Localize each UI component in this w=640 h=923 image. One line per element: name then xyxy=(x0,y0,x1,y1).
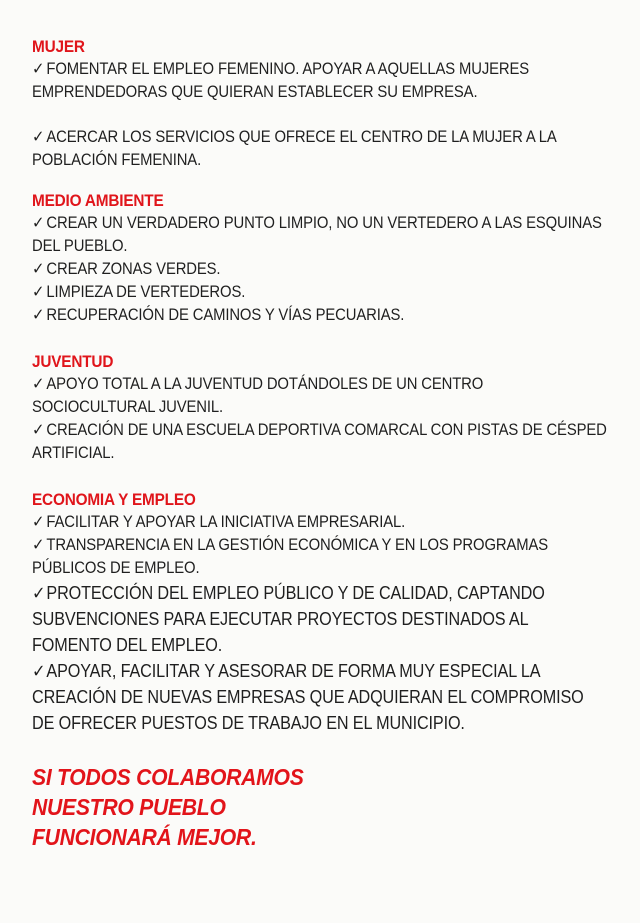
check-icon: ✓ xyxy=(32,128,45,146)
section-heading: ECONOMIA Y EMPLEO xyxy=(32,491,196,509)
item-text: TRANSPARENCIA EN LA GESTIÓN ECONÓMICA Y EN LOS PROGRAMAS PÚBLICOS DE EMPLEO. xyxy=(32,536,548,577)
section-heading: MUJER xyxy=(32,38,85,56)
check-icon: ✓ xyxy=(32,260,45,278)
slogan-line: FUNCIONARÁ MEJOR. xyxy=(32,824,257,850)
slogan-line: SI TODOS COLABORAMOS xyxy=(32,764,304,790)
list-item xyxy=(32,281,610,304)
item-text: FACILITAR Y APOYAR LA INICIATIVA EMPRESARIAL. xyxy=(46,513,406,531)
list-item xyxy=(32,511,610,534)
section-juventud xyxy=(32,351,610,465)
check-icon: ✓ xyxy=(32,60,45,78)
item-text: APOYAR, FACILITAR Y ASESORAR DE FORMA MUY ESPECIAL LA CREACIÓN DE NUEVAS EMPRESAS QUE ADQUIERAN EL COMPROMISO DE OFRECER PUESTOS DE TRABAJO EN EL MUNICIPIO. xyxy=(32,661,584,733)
check-icon: ✓ xyxy=(32,536,45,554)
check-icon: ✓ xyxy=(32,513,45,531)
check-icon: ✓ xyxy=(32,214,45,232)
item-text: CREAR ZONAS VERDES. xyxy=(46,260,221,278)
list-item xyxy=(32,304,610,327)
check-icon: ✓ xyxy=(32,306,45,324)
item-text: ACERCAR LOS SERVICIOS QUE OFRECE EL CENTRO DE LA MUJER A LA POBLACIÓN FEMENINA. xyxy=(32,128,556,169)
check-icon: ✓ xyxy=(32,283,45,301)
item-text: LIMPIEZA DE VERTEDEROS. xyxy=(46,283,246,301)
list-item xyxy=(32,258,610,281)
section-heading: MEDIO AMBIENTE xyxy=(32,192,164,210)
section-heading: JUVENTUD xyxy=(32,353,114,371)
list-item xyxy=(32,658,590,736)
item-text: FOMENTAR EL EMPLEO FEMENINO. APOYAR A AQUELLAS MUJERES EMPRENDEDORAS QUE QUIERAN ESTABLECER SU EMPRESA. xyxy=(32,60,530,101)
list-item xyxy=(32,58,610,104)
slogan xyxy=(32,762,610,852)
list-item xyxy=(32,419,610,465)
slogan-line: NUESTRO PUEBLO xyxy=(32,794,226,820)
section-mujer xyxy=(32,36,610,172)
check-icon: ✓ xyxy=(32,583,46,603)
item-text: PROTECCIÓN DEL EMPLEO PÚBLICO Y DE CALIDAD, CAPTANDO SUBVENCIONES PARA EJECUTAR PROYECTOS DESTINADOS AL FOMENTO DEL EMPLEO. xyxy=(32,583,545,655)
item-text: CREAR UN VERDADERO PUNTO LIMPIO, NO UN VERTEDERO A LAS ESQUINAS DEL PUEBLO. xyxy=(32,214,602,255)
list-item xyxy=(32,212,610,258)
section-economia-empleo xyxy=(32,489,610,736)
check-icon: ✓ xyxy=(32,661,46,681)
list-item xyxy=(32,373,610,419)
item-text: CREACIÓN DE UNA ESCUELA DEPORTIVA COMARCAL CON PISTAS DE CÉSPED ARTIFICIAL. xyxy=(32,421,607,462)
list-item xyxy=(32,126,610,172)
check-icon: ✓ xyxy=(32,375,45,393)
section-medio-ambiente xyxy=(32,190,610,327)
item-text: RECUPERACIÓN DE CAMINOS Y VÍAS PECUARIAS. xyxy=(46,306,405,324)
list-item xyxy=(32,580,590,658)
item-text: APOYO TOTAL A LA JUVENTUD DOTÁNDOLES DE UN CENTRO SOCIOCULTURAL JUVENIL. xyxy=(32,375,484,416)
check-icon: ✓ xyxy=(32,421,45,439)
list-item xyxy=(32,534,610,580)
